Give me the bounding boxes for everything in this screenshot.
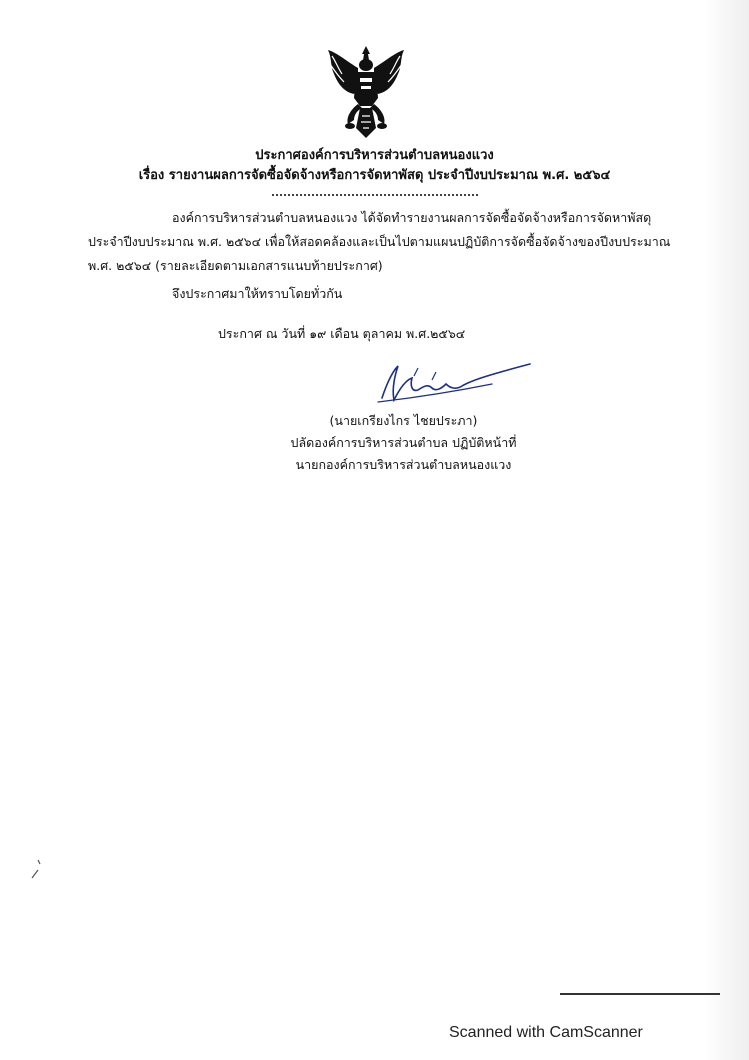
scan-artifact <box>28 858 42 880</box>
camscanner-watermark: Scanned with CamScanner <box>449 1024 643 1041</box>
handwritten-signature <box>372 358 536 408</box>
body-line-2: ประจำปีงบประมาณ พ.ศ. ๒๕๖๔ เพื่อให้สอดคล้องและเป็นไปตามแผนปฏิบัติการจัดซื้อจัดจ้างของปีงบประมาณ <box>88 234 671 249</box>
document-title <box>0 146 749 186</box>
announcement-title: ประกาศองค์การบริหารส่วนตำบลหนองแวง <box>255 148 494 163</box>
body-line-1: องค์การบริหารส่วนตำบลหนองแวง ได้จัดทำรายงานผลการจัดซื้อจัดจ้างหรือการจัดหาพัสดุ <box>172 210 652 225</box>
body-paragraph <box>88 206 671 278</box>
signer-position: ปลัดองค์การบริหารส่วนตำบล ปฏิบัติหน้าที่ <box>290 435 517 450</box>
announcement-subject: เรื่อง รายงานผลการจัดซื้อจัดจ้างหรือการจัดหาพัสดุ ประจำปีงบประมาณ พ.ศ. ๒๕๖๔ <box>138 168 611 183</box>
body-line-3: พ.ศ. ๒๕๖๔ (รายละเอียดตามเอกสารแนบท้ายประกาศ) <box>88 258 383 273</box>
page-edge-line <box>560 993 720 995</box>
signer-block <box>0 410 749 476</box>
garuda-emblem-icon <box>320 44 412 142</box>
signer-acting-title: นายกองค์การบริหารส่วนตำบลหนองแวง <box>295 457 512 472</box>
notice-text: จึงประกาศมาให้ทราบโดยทั่วกัน <box>172 286 343 301</box>
signer-name: (นายเกรียงไกร ไชยประภา) <box>329 413 478 428</box>
announcement-date: ประกาศ ณ วันที่ ๑๙ เดือน ตุลาคม พ.ศ.๒๕๖๔ <box>218 326 466 341</box>
dotted-separator <box>272 194 478 198</box>
